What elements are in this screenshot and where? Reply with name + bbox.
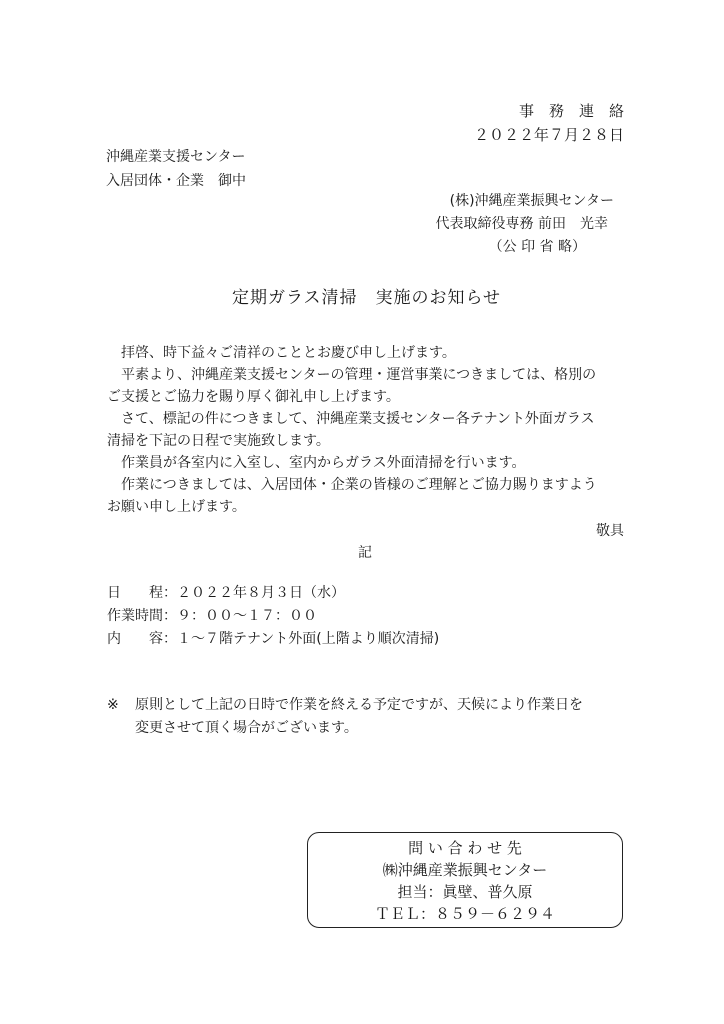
document-date: ２０２２年７月２８日 [473, 126, 624, 144]
detail-content-value: １〜７階テナント外面(上階より順次清掃) [177, 631, 440, 647]
seal-omitted-note: （公 印 省 略） [488, 239, 586, 255]
recipient-line-1: 沖縄産業支援センター [106, 149, 246, 165]
sender-title-name: 代表取締役専務 前田 光幸 [435, 216, 608, 232]
body-paragraph-2-line-1: 平素より、沖縄産業支援センターの管理・運営事業につきましては、格別の [121, 367, 597, 383]
contact-heading: 問 い 合 わ せ 先 [408, 839, 522, 857]
contact-phone: ＴＥＬ：８５９－６２９４ [374, 905, 555, 923]
detail-content-row [107, 632, 439, 646]
contact-box [307, 832, 623, 928]
detail-date-label: 日 程： [107, 585, 177, 601]
detail-date-row [107, 586, 345, 600]
body-paragraph-2-line-2: ご支援とご協力を賜り厚く御礼申し上げます。 [107, 389, 400, 405]
note-mark: ※ [107, 697, 119, 713]
detail-content-label: 内 容： [107, 631, 177, 647]
body-paragraph-1: 拝啓、時下益々ご清祥のこととお慶び申し上げます。 [121, 345, 456, 361]
detail-date-value: ２０２２年８月３日（水） [177, 585, 345, 601]
contact-person: 担当：眞壁、普久原 [397, 883, 533, 901]
body-paragraph-3-line-1: さて、標記の件につきまして、沖縄産業支援センター各テナント外面ガラス [121, 411, 595, 427]
detail-time-label: 作業時間： [107, 608, 177, 624]
body-paragraph-5-line-2: お願い申し上げます。 [107, 499, 246, 515]
document-type: 事 務 連 絡 [518, 102, 624, 120]
note-line-1: 原則として上記の日時で作業を終える予定ですが、天候により作業日を [135, 697, 583, 713]
document-title: 定期ガラス清掃 実施のお知らせ [232, 288, 501, 308]
ki-heading: 記 [358, 545, 372, 561]
body-paragraph-3-line-2: 清掃を下記の日程で実施致します。 [107, 433, 330, 449]
body-paragraph-4: 作業員が各室内に入室し、室内からガラス外面清掃を行います。 [121, 455, 526, 471]
sender-company: (株)沖縄産業振興センター [449, 193, 614, 209]
body-paragraph-5-line-1: 作業につきましては、入居団体・企業の皆様のご理解とご協力賜りますよう [121, 477, 597, 493]
detail-time-row [107, 609, 317, 623]
note-line-2: 変更させて頂く場合がございます。 [135, 720, 358, 736]
closing-keigu: 敬具 [596, 523, 624, 539]
recipient-line-2: 入居団体・企業 御中 [106, 173, 246, 189]
body-text [107, 342, 627, 518]
contact-company: ㈱沖縄産業振興センター [382, 861, 548, 879]
detail-time-value: ９：００〜１７：００ [177, 608, 317, 624]
